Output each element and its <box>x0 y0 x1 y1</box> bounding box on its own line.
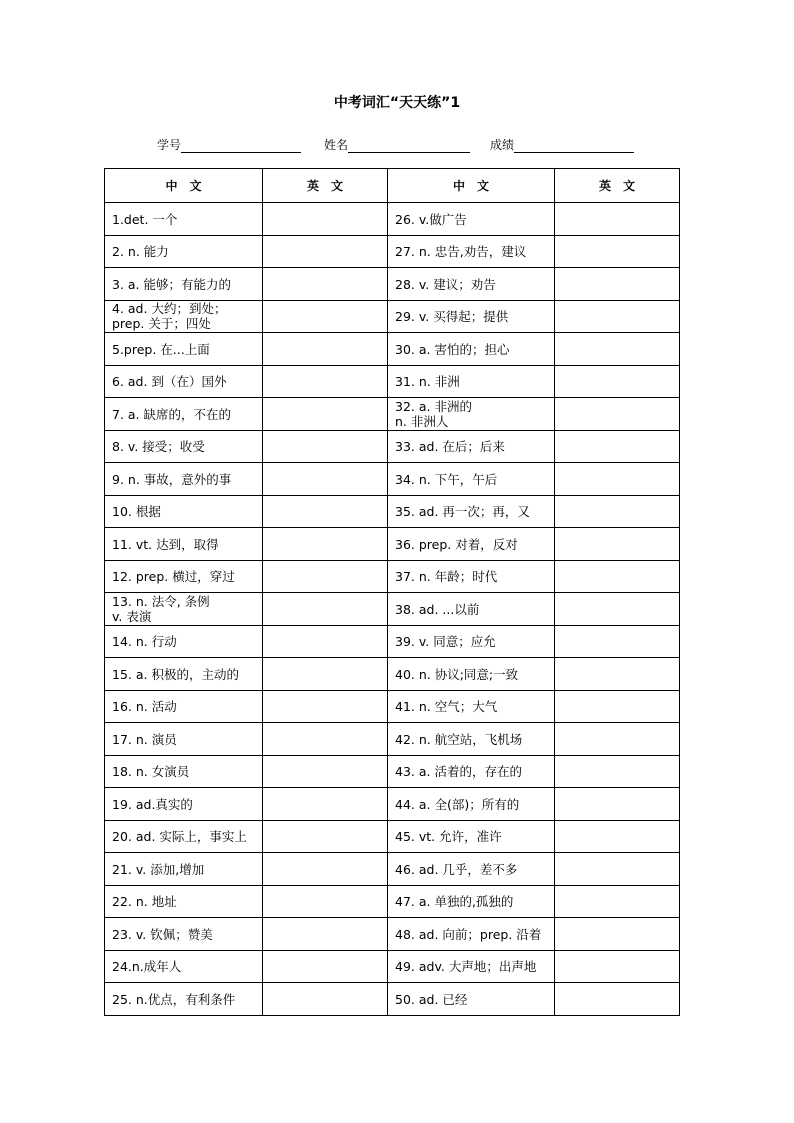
score-field[interactable] <box>490 136 634 153</box>
chinese-term-left: 4. ad. 大约；到处； prep. 关于；四处 <box>105 300 263 333</box>
table-row <box>105 658 680 691</box>
english-answer-blank-left[interactable] <box>263 203 388 236</box>
chinese-term-right: 27. n. 忠告,劝告，建议 <box>388 235 555 268</box>
english-answer-blank-left[interactable] <box>263 658 388 691</box>
chinese-term-right: 41. n. 空气；大气 <box>388 690 555 723</box>
english-answer-blank-right[interactable] <box>555 593 680 626</box>
chinese-term-left: 1.det. 一个 <box>105 203 263 236</box>
table-row <box>105 560 680 593</box>
table-row <box>105 788 680 821</box>
chinese-term-left: 2. n. 能力 <box>105 235 263 268</box>
table-row <box>105 755 680 788</box>
english-answer-blank-right[interactable] <box>555 528 680 561</box>
english-answer-blank-right[interactable] <box>555 918 680 951</box>
chinese-term-left: 21. v. 添加,增加 <box>105 853 263 886</box>
english-answer-blank-right[interactable] <box>555 268 680 301</box>
student-number-blank[interactable] <box>181 136 301 153</box>
english-answer-blank-left[interactable] <box>263 983 388 1016</box>
english-answer-blank-left[interactable] <box>263 918 388 951</box>
chinese-term-left: 17. n. 演员 <box>105 723 263 756</box>
english-answer-blank-right[interactable] <box>555 300 680 333</box>
table-row <box>105 528 680 561</box>
chinese-term-left: 7. a. 缺席的，不在的 <box>105 398 263 431</box>
table-row <box>105 918 680 951</box>
english-answer-blank-left[interactable] <box>263 950 388 983</box>
english-answer-blank-right[interactable] <box>555 658 680 691</box>
chinese-term-right: 39. v. 同意；应允 <box>388 625 555 658</box>
chinese-term-right: 50. ad. 已经 <box>388 983 555 1016</box>
chinese-term-left: 6. ad. 到（在）国外 <box>105 365 263 398</box>
table-header-row <box>105 169 680 203</box>
chinese-term-right: 44. a. 全(部)；所有的 <box>388 788 555 821</box>
english-answer-blank-left[interactable] <box>263 593 388 626</box>
table-row <box>105 723 680 756</box>
table-row <box>105 983 680 1016</box>
chinese-term-right: 31. n. 非洲 <box>388 365 555 398</box>
chinese-term-left: 18. n. 女演员 <box>105 755 263 788</box>
page-title: 中考词汇“天天练”1 <box>333 95 461 111</box>
chinese-term-right: 40. n. 协议;同意;一致 <box>388 658 555 691</box>
chinese-term-left: 14. n. 行动 <box>105 625 263 658</box>
table-row <box>105 885 680 918</box>
header-chinese-left: 中 文 <box>105 169 263 203</box>
chinese-term-right: 26. v.做广告 <box>388 203 555 236</box>
table-row <box>105 430 680 463</box>
chinese-term-right: 37. n. 年龄；时代 <box>388 560 555 593</box>
chinese-term-left: 24.n.成年人 <box>105 950 263 983</box>
english-answer-blank-right[interactable] <box>555 690 680 723</box>
chinese-term-left: 12. prep. 横过，穿过 <box>105 560 263 593</box>
score-blank[interactable] <box>514 136 634 153</box>
chinese-term-left: 25. n.优点，有利条件 <box>105 983 263 1016</box>
english-answer-blank-left[interactable] <box>263 235 388 268</box>
english-answer-blank-left[interactable] <box>263 398 388 431</box>
chinese-term-right: 28. v. 建议；劝告 <box>388 268 555 301</box>
english-answer-blank-left[interactable] <box>263 885 388 918</box>
chinese-term-right: 32. a. 非洲的 n. 非洲人 <box>388 398 555 431</box>
chinese-term-right: 33. ad. 在后；后来 <box>388 430 555 463</box>
table-row <box>105 853 680 886</box>
table-row <box>105 300 680 333</box>
chinese-term-right: 42. n. 航空站，飞机场 <box>388 723 555 756</box>
english-answer-blank-left[interactable] <box>263 820 388 853</box>
vocabulary-rows <box>105 203 680 1016</box>
chinese-term-right: 36. prep. 对着，反对 <box>388 528 555 561</box>
english-answer-blank-right[interactable] <box>555 983 680 1016</box>
english-answer-blank-right[interactable] <box>555 560 680 593</box>
english-answer-blank-left[interactable] <box>263 300 388 333</box>
english-answer-blank-right[interactable] <box>555 398 680 431</box>
vocabulary-table <box>104 168 680 1016</box>
table-row <box>105 820 680 853</box>
english-answer-blank-right[interactable] <box>555 885 680 918</box>
header-chinese-right: 中 文 <box>388 169 555 203</box>
table-row <box>105 365 680 398</box>
table-row <box>105 690 680 723</box>
table-row <box>105 463 680 496</box>
table-row <box>105 235 680 268</box>
english-answer-blank-right[interactable] <box>555 235 680 268</box>
name-field[interactable] <box>324 136 470 153</box>
english-answer-blank-left[interactable] <box>263 495 388 528</box>
chinese-term-right: 34. n. 下午，午后 <box>388 463 555 496</box>
english-answer-blank-right[interactable] <box>555 365 680 398</box>
score-label: 成绩 <box>490 138 515 152</box>
english-answer-blank-left[interactable] <box>263 853 388 886</box>
chinese-term-left: 20. ad. 实际上，事实上 <box>105 820 263 853</box>
chinese-term-left: 8. v. 接受；收受 <box>105 430 263 463</box>
english-answer-blank-right[interactable] <box>555 203 680 236</box>
table-row <box>105 593 680 626</box>
table-row <box>105 950 680 983</box>
student-info-fields <box>157 136 677 156</box>
header-english-right: 英 文 <box>555 169 680 203</box>
name-label: 姓名 <box>324 138 349 152</box>
chinese-term-left: 11. vt. 达到，取得 <box>105 528 263 561</box>
chinese-term-right: 38. ad. ...以前 <box>388 593 555 626</box>
chinese-term-right: 35. ad. 再一次；再，又 <box>388 495 555 528</box>
english-answer-blank-right[interactable] <box>555 723 680 756</box>
table-row <box>105 268 680 301</box>
table-row <box>105 398 680 431</box>
chinese-term-right: 29. v. 买得起；提供 <box>388 300 555 333</box>
student-number-field[interactable] <box>157 136 301 153</box>
chinese-term-right: 45. vt. 允许，准许 <box>388 820 555 853</box>
english-answer-blank-left[interactable] <box>263 723 388 756</box>
english-answer-blank-left[interactable] <box>263 463 388 496</box>
chinese-term-left: 9. n. 事故，意外的事 <box>105 463 263 496</box>
chinese-term-left: 22. n. 地址 <box>105 885 263 918</box>
english-answer-blank-right[interactable] <box>555 755 680 788</box>
chinese-term-right: 48. ad. 向前；prep. 沿着 <box>388 918 555 951</box>
english-answer-blank-left[interactable] <box>263 365 388 398</box>
chinese-term-left: 3. a. 能够；有能力的 <box>105 268 263 301</box>
english-answer-blank-right[interactable] <box>555 333 680 366</box>
english-answer-blank-right[interactable] <box>555 820 680 853</box>
english-answer-blank-right[interactable] <box>555 625 680 658</box>
english-answer-blank-right[interactable] <box>555 495 680 528</box>
english-answer-blank-right[interactable] <box>555 853 680 886</box>
chinese-term-left: 10. 根据 <box>105 495 263 528</box>
chinese-term-left: 19. ad.真实的 <box>105 788 263 821</box>
english-answer-blank-left[interactable] <box>263 333 388 366</box>
english-answer-blank-right[interactable] <box>555 430 680 463</box>
english-answer-blank-left[interactable] <box>263 755 388 788</box>
header-english-left: 英 文 <box>263 169 388 203</box>
table-row <box>105 203 680 236</box>
english-answer-blank-left[interactable] <box>263 430 388 463</box>
chinese-term-left: 15. a. 积极的，主动的 <box>105 658 263 691</box>
chinese-term-left: 16. n. 活动 <box>105 690 263 723</box>
english-answer-blank-left[interactable] <box>263 690 388 723</box>
english-answer-blank-left[interactable] <box>263 560 388 593</box>
chinese-term-right: 49. adv. 大声地；出声地 <box>388 950 555 983</box>
chinese-term-left: 13. n. 法令, 条例 v. 表演 <box>105 593 263 626</box>
english-answer-blank-right[interactable] <box>555 788 680 821</box>
chinese-term-right: 46. ad. 几乎，差不多 <box>388 853 555 886</box>
name-blank[interactable] <box>348 136 470 153</box>
english-answer-blank-left[interactable] <box>263 528 388 561</box>
table-row <box>105 333 680 366</box>
english-answer-blank-right[interactable] <box>555 950 680 983</box>
table-row <box>105 625 680 658</box>
chinese-term-right: 43. a. 活着的，存在的 <box>388 755 555 788</box>
english-answer-blank-left[interactable] <box>263 268 388 301</box>
chinese-term-right: 47. a. 单独的,孤独的 <box>388 885 555 918</box>
english-answer-blank-left[interactable] <box>263 625 388 658</box>
table-row <box>105 495 680 528</box>
student-number-label: 学号 <box>157 138 182 152</box>
english-answer-blank-right[interactable] <box>555 463 680 496</box>
chinese-term-left: 23. v. 钦佩；赞美 <box>105 918 263 951</box>
english-answer-blank-left[interactable] <box>263 788 388 821</box>
chinese-term-left: 5.prep. 在...上面 <box>105 333 263 366</box>
chinese-term-right: 30. a. 害怕的；担心 <box>388 333 555 366</box>
